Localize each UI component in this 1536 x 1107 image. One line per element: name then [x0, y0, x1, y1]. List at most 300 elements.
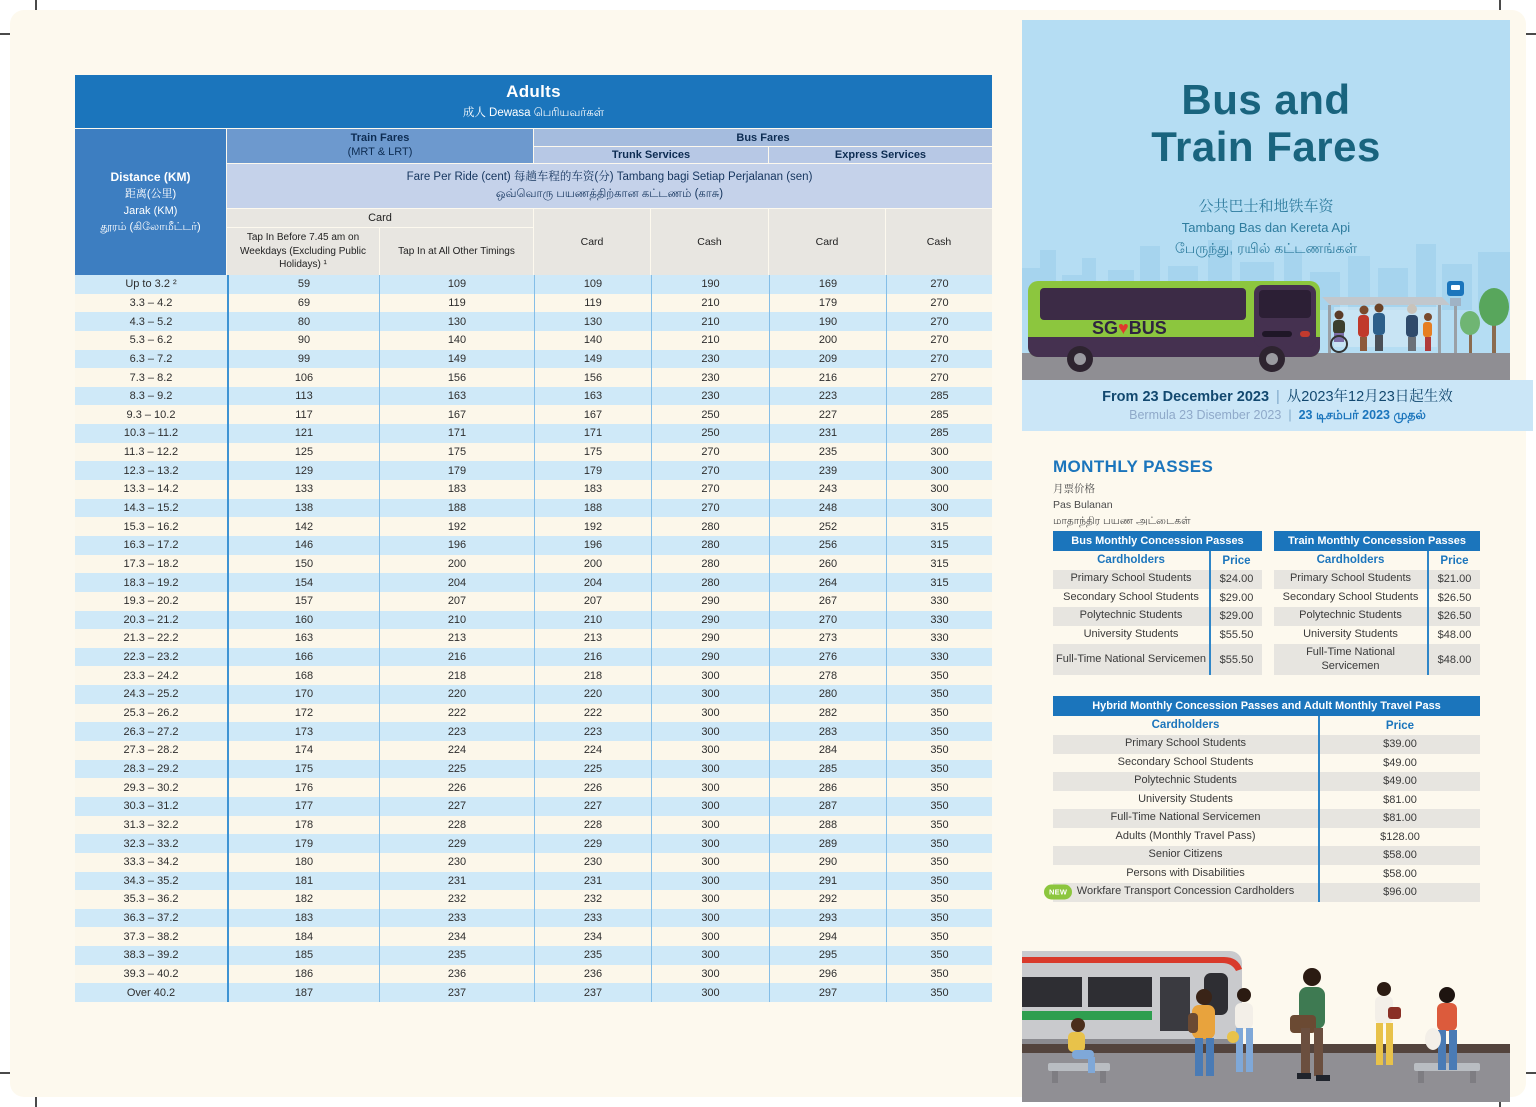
fare-value-cell: 270 [651, 499, 769, 518]
pass-row [1274, 589, 1480, 608]
distance-cell: 23.3 – 24.2 [123, 669, 179, 682]
fare-value-cell: 218 [534, 666, 651, 685]
cardholder-label: Polytechnic Students [1299, 609, 1402, 622]
fare-value-cell: 330 [886, 648, 992, 667]
price-value: $39.00 [1318, 735, 1480, 754]
distance-cell: 3.3 – 4.2 [129, 296, 173, 309]
hybrid-passes-header-row [1053, 716, 1480, 735]
fare-value-cell: 216 [379, 648, 534, 667]
distance-cell: 10.3 – 11.2 [123, 427, 179, 440]
distance-cell: 27.3 – 28.2 [123, 744, 179, 757]
fare-value-cell: 280 [651, 573, 769, 592]
train-passes-title: Train Monthly Concession Passes [1274, 531, 1480, 551]
fare-value-cell: 207 [379, 592, 534, 611]
price-value: $48.00 [1427, 644, 1480, 675]
fare-value-cell: 175 [379, 443, 534, 462]
fare-value-cell: 330 [886, 629, 992, 648]
col-header-trunk-cash: Cash [651, 209, 768, 275]
monthly-ta: மாதாந்திர பயண அட்டைகள் [1053, 514, 1191, 527]
train-fares-title: Train Fares [350, 132, 410, 145]
fare-value-cell: 188 [534, 499, 651, 518]
fare-row [75, 517, 992, 536]
fare-value-cell: 292 [769, 890, 886, 909]
fare-value-cell: 119 [534, 294, 651, 313]
fare-row [75, 294, 992, 313]
fare-value-cell: 250 [651, 424, 769, 443]
fare-value-cell: 297 [769, 983, 886, 1002]
fare-value-cell: 210 [534, 611, 651, 630]
fare-value-cell: 226 [379, 778, 534, 797]
distance-cell: 18.3 – 19.2 [123, 576, 179, 589]
adult-fares-section [75, 75, 992, 1002]
distance-cell: 12.3 – 13.2 [123, 464, 179, 477]
fare-value-cell: 179 [379, 461, 534, 480]
train-passes-rows [1274, 570, 1480, 675]
fare-value-cell: 130 [534, 312, 651, 331]
price-value: $49.00 [1318, 772, 1480, 791]
fare-value-cell: 300 [651, 704, 769, 723]
cardholder-label: Full-Time National Servicemen [1110, 811, 1261, 824]
fare-value-cell: 250 [651, 405, 769, 424]
fare-row [75, 555, 992, 574]
fare-row [75, 946, 992, 965]
fare-value-cell: 230 [651, 368, 769, 387]
fare-value-cell: 192 [379, 517, 534, 536]
fare-value-cell: 300 [886, 443, 992, 462]
fare-value-cell: 177 [227, 797, 379, 816]
fare-value-cell: 300 [651, 965, 769, 984]
distance-cell: 20.3 – 21.2 [123, 613, 179, 626]
fare-value-cell: 156 [534, 368, 651, 387]
fare-value-cell: 285 [769, 760, 886, 779]
fare-value-cell: 223 [534, 722, 651, 741]
price-value: $96.00 [1318, 883, 1480, 902]
monthly-ms: Pas Bulanan [1053, 498, 1113, 511]
cardholder-label: Polytechnic Students [1134, 774, 1237, 787]
distance-cell: 21.3 – 22.2 [123, 632, 179, 645]
fare-value-cell: 285 [886, 387, 992, 406]
fare-value-cell: 300 [651, 909, 769, 928]
fare-row [75, 816, 992, 835]
distance-cell: 19.3 – 20.2 [123, 595, 179, 608]
fare-row [75, 461, 992, 480]
distance-cell: 30.3 – 31.2 [123, 800, 179, 813]
fare-value-cell: 270 [886, 368, 992, 387]
fare-value-cell: 168 [227, 666, 379, 685]
fare-value-cell: 171 [534, 424, 651, 443]
card-group-header: Card [227, 209, 533, 227]
train-platform-illustration [1022, 935, 1510, 1102]
fare-row [75, 704, 992, 723]
fare-value-cell: 222 [534, 704, 651, 723]
platform-scene [1022, 935, 1510, 1102]
fare-value-cell: 230 [534, 853, 651, 872]
fare-value-cell: 315 [886, 517, 992, 536]
fare-value-cell: 270 [886, 275, 992, 294]
fare-value-cell: 270 [886, 331, 992, 350]
pass-row [1053, 865, 1480, 884]
fare-value-cell: 234 [534, 927, 651, 946]
price-value: $48.00 [1427, 626, 1480, 645]
date-en: From 23 December 2023 [1102, 388, 1270, 405]
fare-row [75, 685, 992, 704]
fare-value-cell: 204 [379, 573, 534, 592]
distance-cell: 32.3 – 33.2 [123, 837, 179, 850]
price-value: $24.00 [1209, 570, 1262, 589]
fare-value-cell: 210 [379, 611, 534, 630]
distance-label-ta: தூரம் (கிலோமீட்டர்) [100, 221, 201, 234]
date-separator: | [1288, 407, 1292, 422]
distance-cell: 34.3 – 35.2 [123, 874, 179, 887]
fare-value-cell: 350 [886, 853, 992, 872]
pass-row [1053, 809, 1480, 828]
distance-label-en: Distance (KM) [110, 170, 191, 185]
fare-value-cell: 300 [651, 927, 769, 946]
fare-value-cell: 290 [651, 592, 769, 611]
fare-value-cell: 233 [379, 909, 534, 928]
pass-row [1053, 735, 1480, 754]
fare-value-cell: 235 [534, 946, 651, 965]
fare-row [75, 983, 992, 1002]
poster-subtitle-ms: Tambang Bas dan Kereta Api [1181, 220, 1351, 236]
fare-value-cell: 186 [227, 965, 379, 984]
fare-value-cell: 235 [769, 443, 886, 462]
fare-value-cell: 180 [227, 853, 379, 872]
poster-panel [1022, 20, 1510, 380]
distance-cell: 39.3 – 40.2 [123, 968, 179, 981]
fare-value-cell: 300 [651, 872, 769, 891]
fare-row [75, 275, 992, 294]
fare-value-cell: 282 [769, 704, 886, 723]
pass-row [1053, 791, 1480, 810]
col-header-tap-in-before: Tap In Before 7.45 am on Weekdays (Excluding Public Holidays) ¹ [227, 228, 379, 275]
fare-value-cell: 270 [651, 480, 769, 499]
fare-value-cell: 278 [769, 666, 886, 685]
cardholder-label: Primary School Students [1124, 737, 1247, 750]
fare-value-cell: 178 [227, 816, 379, 835]
pass-row [1053, 828, 1480, 847]
fare-value-cell: 179 [227, 834, 379, 853]
fare-value-cell: 350 [886, 909, 992, 928]
cardholders-header: Cardholders [1097, 554, 1165, 567]
distance-label-zh: 距离(公里) [124, 188, 177, 201]
fare-value-cell: 300 [886, 480, 992, 499]
fare-value-cell: 216 [769, 368, 886, 387]
cardholder-label: University Students [1138, 792, 1233, 805]
pass-row [1053, 626, 1262, 645]
fare-value-cell: 300 [651, 741, 769, 760]
fare-row [75, 890, 992, 909]
fare-value-cell: 220 [379, 685, 534, 704]
fare-value-cell: 182 [227, 890, 379, 909]
monthly-zh: 月票价格 [1053, 483, 1095, 495]
fare-value-cell: 181 [227, 872, 379, 891]
fare-value-cell: 300 [651, 853, 769, 872]
hybrid-passes-rows [1049, 735, 1480, 902]
fare-value-cell: 295 [769, 946, 886, 965]
fare-value-cell: 280 [651, 555, 769, 574]
fare-value-cell: 190 [769, 312, 886, 331]
fare-value-cell: 300 [651, 666, 769, 685]
distance-cell: 14.3 – 15.2 [123, 502, 179, 514]
fare-row [75, 778, 992, 797]
bus-passes-title: Bus Monthly Concession Passes [1053, 531, 1262, 551]
fare-row [75, 536, 992, 555]
fare-value-cell: 216 [534, 648, 651, 667]
cardholder-label: Secondary School Students [1117, 755, 1254, 768]
pass-row [1274, 607, 1480, 626]
fare-value-cell: 236 [379, 965, 534, 984]
distance-cell: 26.3 – 27.2 [123, 725, 179, 738]
col-header-express-cash: Cash [886, 209, 992, 275]
fare-value-cell: 291 [769, 872, 886, 891]
fare-value-cell: 350 [886, 983, 992, 1002]
fare-row [75, 741, 992, 760]
fare-value-cell: 270 [651, 443, 769, 462]
fare-value-cell: 315 [886, 536, 992, 555]
fare-value-cell: 350 [886, 704, 992, 723]
fare-value-cell: 229 [379, 834, 534, 853]
fare-value-cell: 256 [769, 536, 886, 555]
date-line-2 [1022, 407, 1533, 425]
fare-value-cell: 129 [227, 461, 379, 480]
fare-value-cell: 285 [886, 424, 992, 443]
fare-value-cell: 163 [227, 629, 379, 648]
platform-floor [1022, 1053, 1510, 1102]
price-value: $49.00 [1318, 754, 1480, 773]
fare-value-cell: 230 [651, 350, 769, 369]
fare-value-cell: 224 [534, 741, 651, 760]
fare-value-cell: 176 [227, 778, 379, 797]
fare-value-cell: 270 [886, 294, 992, 313]
col-header-tap-in-other: Tap In at All Other Timings [380, 228, 533, 275]
cardholder-label: Primary School Students [1070, 572, 1192, 585]
adults-subtitle: 成人 Dewasa பெரியவர்கள் [462, 107, 605, 119]
fare-value-cell: 234 [379, 927, 534, 946]
fare-value-cell: 149 [534, 350, 651, 369]
fare-row [75, 368, 992, 387]
fare-value-cell: 273 [769, 629, 886, 648]
fare-value-cell: 239 [769, 461, 886, 480]
col-header-express-card: Card [769, 209, 885, 275]
fare-value-cell: 248 [769, 499, 886, 518]
fare-value-cell: 288 [769, 816, 886, 835]
distance-cell: 9.3 – 10.2 [126, 408, 176, 421]
fare-row [75, 629, 992, 648]
fare-value-cell: 264 [769, 573, 886, 592]
bus-fares-header: Bus Fares [534, 129, 992, 146]
fare-value-cell: 160 [227, 611, 379, 630]
fare-row [75, 387, 992, 406]
fare-value-cell: 315 [886, 555, 992, 574]
fare-value-cell: 133 [227, 480, 379, 499]
fare-value-cell: 260 [769, 555, 886, 574]
fare-value-cell: 350 [886, 927, 992, 946]
pass-row [1053, 754, 1480, 773]
fare-value-cell: 330 [886, 592, 992, 611]
fare-row [75, 424, 992, 443]
fare-value-cell: 350 [886, 890, 992, 909]
fare-value-cell: 109 [379, 275, 534, 294]
poster-title [1022, 76, 1510, 170]
fare-value-cell: 106 [227, 368, 379, 387]
fare-row [75, 443, 992, 462]
distance-cell: 25.3 – 26.2 [123, 707, 179, 720]
distance-cell: 5.3 – 6.2 [129, 334, 173, 347]
cardholders-header: Cardholders [1151, 719, 1220, 732]
fare-value-cell: 130 [379, 312, 534, 331]
fare-value-cell: 170 [227, 685, 379, 704]
fare-value-cell: 225 [379, 760, 534, 779]
fare-value-cell: 121 [227, 424, 379, 443]
price-header: Price [1209, 551, 1262, 570]
fare-value-cell: 350 [886, 872, 992, 891]
fare-value-cell: 300 [651, 983, 769, 1002]
fare-value-cell: 187 [227, 983, 379, 1002]
fare-value-cell: 183 [379, 480, 534, 499]
fare-value-cell: 125 [227, 443, 379, 462]
cardholder-label: Workfare Transport Concession Cardholders [1076, 885, 1295, 898]
bus-illustration [1022, 275, 1510, 380]
fare-row [75, 331, 992, 350]
cardholder-label: Secondary School Students [1282, 590, 1419, 603]
fare-value-cell: 230 [379, 853, 534, 872]
price-value: $81.00 [1318, 791, 1480, 810]
express-services-header: Express Services [769, 147, 992, 163]
fare-value-cell: 290 [651, 629, 769, 648]
fare-per-ride-line2: ஒவ்வொரு பயணத்திற்கான கட்டணம் (காசு) [495, 188, 724, 200]
fare-value-cell: 140 [534, 331, 651, 350]
price-value: $58.00 [1318, 865, 1480, 884]
fare-value-cell: 138 [227, 499, 379, 518]
fare-value-cell: 59 [227, 275, 379, 294]
fare-value-cell: 149 [379, 350, 534, 369]
train-fares-header [227, 129, 533, 163]
fare-value-cell: 200 [534, 555, 651, 574]
fare-value-cell: 270 [769, 611, 886, 630]
cardholder-label: Adults (Monthly Travel Pass) [1115, 829, 1256, 842]
distance-cell: 4.3 – 5.2 [129, 315, 173, 328]
fare-row [75, 480, 992, 499]
fare-value-cell: 290 [651, 648, 769, 667]
fare-value-cell: 146 [227, 536, 379, 555]
train-monthly-passes-table [1274, 531, 1480, 675]
fare-value-cell: 350 [886, 666, 992, 685]
fare-value-cell: 163 [379, 387, 534, 406]
fare-value-cell: 226 [534, 778, 651, 797]
fare-value-cell: 230 [651, 387, 769, 406]
pass-row [1053, 589, 1262, 608]
distance-label-ms: Jarak (KM) [123, 204, 178, 217]
fare-value-cell: 223 [379, 722, 534, 741]
fare-value-cell: 289 [769, 834, 886, 853]
fare-value-cell: 300 [651, 816, 769, 835]
price-header: Price [1318, 716, 1480, 735]
fare-value-cell: 183 [534, 480, 651, 499]
price-value: $26.50 [1427, 607, 1480, 626]
fare-row [75, 834, 992, 853]
distance-cell: 6.3 – 7.2 [129, 352, 173, 365]
fare-value-cell: 113 [227, 387, 379, 406]
fare-value-cell: 173 [227, 722, 379, 741]
fare-value-cell: 280 [651, 536, 769, 555]
fare-value-cell: 290 [651, 611, 769, 630]
fare-value-cell: 350 [886, 965, 992, 984]
fare-value-cell: 284 [769, 741, 886, 760]
cardholder-label: Senior Citizens [1148, 848, 1223, 861]
distance-cell: 11.3 – 12.2 [123, 446, 179, 459]
fare-row [75, 499, 992, 518]
fare-value-cell: 207 [534, 592, 651, 611]
fare-value-cell: 169 [769, 275, 886, 294]
fare-value-cell: 300 [651, 760, 769, 779]
price-value: $55.50 [1209, 644, 1262, 675]
distance-cell: 31.3 – 32.2 [123, 818, 179, 831]
fare-value-cell: 185 [227, 946, 379, 965]
adults-title: Adults [506, 82, 561, 101]
fare-value-cell: 350 [886, 778, 992, 797]
hybrid-monthly-passes-table [1049, 696, 1480, 902]
fare-value-cell: 252 [769, 517, 886, 536]
fare-value-cell: 117 [227, 405, 379, 424]
fare-value-cell: 231 [534, 872, 651, 891]
fare-value-cell: 210 [651, 294, 769, 313]
fare-value-cell: 283 [769, 722, 886, 741]
fare-per-ride-line1: Fare Per Ride (cent) 每趟车程的车资(分) Tambang bagi Setiap Perjalanan (sen) [406, 170, 813, 183]
fare-value-cell: 218 [379, 666, 534, 685]
poster-title-line2: Train Fares [1151, 123, 1381, 171]
fare-row [75, 405, 992, 424]
fare-value-cell: 300 [651, 778, 769, 797]
fare-value-cell: 174 [227, 741, 379, 760]
cardholder-label: Persons with Disabilities [1126, 866, 1245, 879]
fare-value-cell: 350 [886, 722, 992, 741]
hybrid-passes-title: Hybrid Monthly Concession Passes and Adult Monthly Travel Pass [1053, 696, 1480, 716]
date-ta: 23 டிசம்பர் 2023 முதல் [1298, 407, 1426, 422]
bus-passes-header-row [1053, 551, 1262, 570]
fare-row [75, 648, 992, 667]
fare-row [75, 797, 992, 816]
price-value: $29.00 [1209, 607, 1262, 626]
fare-value-cell: 175 [227, 760, 379, 779]
effective-date-bar [1022, 380, 1533, 431]
fare-value-cell: 188 [379, 499, 534, 518]
distance-cell: 15.3 – 16.2 [123, 520, 179, 533]
fare-row [75, 965, 992, 984]
fare-value-cell: 300 [651, 890, 769, 909]
distance-header-cell [75, 129, 226, 275]
pass-row [1053, 570, 1262, 589]
svg-text:SG♥BUS: SG♥BUS [1092, 318, 1167, 338]
date-zh: 从2023年12月23日起生效 [1286, 388, 1453, 405]
fare-value-cell: 227 [769, 405, 886, 424]
distance-cell: 36.3 – 37.2 [123, 912, 179, 925]
fare-value-cell: 213 [379, 629, 534, 648]
fare-value-cell: 171 [379, 424, 534, 443]
fare-value-cell: 293 [769, 909, 886, 928]
cardholder-label: Polytechnic Students [1079, 609, 1183, 622]
fare-value-cell: 175 [534, 443, 651, 462]
fare-value-cell: 222 [379, 704, 534, 723]
price-value: $58.00 [1318, 846, 1480, 865]
fare-value-cell: 236 [534, 965, 651, 984]
fare-value-cell: 300 [651, 797, 769, 816]
fare-value-cell: 350 [886, 816, 992, 835]
monthly-passes-subtitles [1053, 482, 1191, 529]
fare-value-cell: 227 [534, 797, 651, 816]
price-value: $81.00 [1318, 809, 1480, 828]
price-value: $55.50 [1209, 626, 1262, 645]
